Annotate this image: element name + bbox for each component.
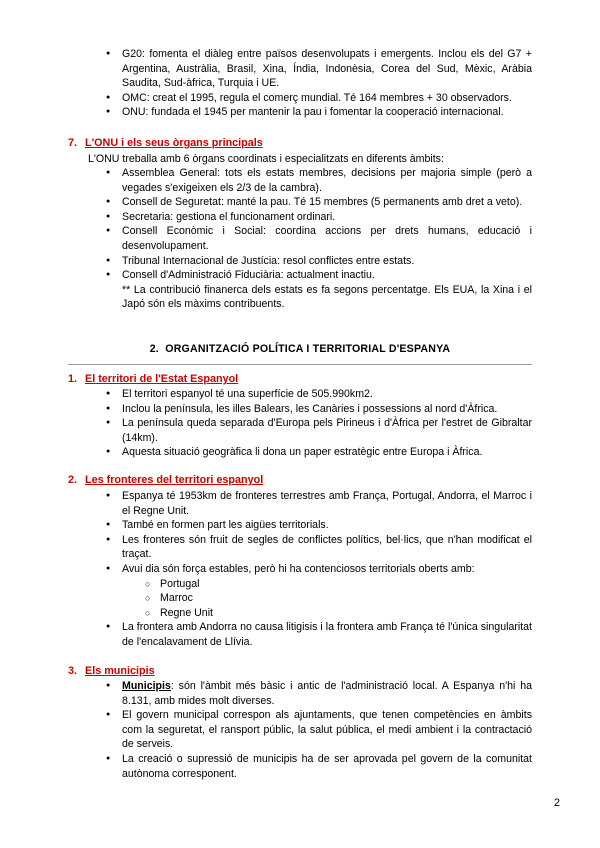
chapter-number: 2. <box>149 343 159 355</box>
list-item: ● Secretaria: gestiona el funcionament ordinari. <box>122 210 532 225</box>
section-heading-1 <box>68 373 238 385</box>
section-1-list <box>122 387 532 460</box>
divider <box>68 364 532 365</box>
sub-list-item: ○ Regne Unit <box>160 606 532 621</box>
list-item <box>122 679 532 708</box>
list-item: ● ONU: fundada el 1945 per mantenir la pau i fomentar la cooperació internacional. <box>122 105 532 120</box>
list-item: ● La creació o supressió de municipis ha de ser aprovada pel govern de la comunitat autònoma corresponent. <box>122 752 532 781</box>
section-2-list <box>122 489 532 650</box>
chapter-title: ORGANITZACIÓ POLÍTICA I TERRITORIAL D'ESPANYA <box>165 343 451 355</box>
term-bold: Municipis <box>122 680 171 692</box>
sub-list-wrapper <box>122 577 532 621</box>
chapter-heading <box>0 343 600 355</box>
section-heading-7 <box>68 137 263 149</box>
list-item: ● Avui dia són força estables, però hi ha contenciosos territorials oberts amb: <box>122 562 532 577</box>
section-number: 3. <box>68 665 78 677</box>
sub-list-item: ○ Marroc <box>160 591 532 606</box>
section-heading-2 <box>68 474 263 486</box>
page-number: 2 <box>553 797 560 809</box>
section-title: L'ONU i els seus òrgans principals <box>85 137 263 149</box>
section-title: Els municipis <box>85 665 155 677</box>
list-item: ● També en formen part les aigües territorials. <box>122 518 532 533</box>
list-item: ● Inclou la península, les illes Balears, les Canàries i possessions al nord d'Àfrica. <box>122 402 532 417</box>
section-number: 7. <box>68 137 78 149</box>
list-item: ● G20: fomenta el diàleg entre països desenvolupats i emergents. Inclou els del G7 + Argentina, Austràlia, Brasil, Xina, Índia, Indonèsia, Corea del Sud, Mèxic, Aràbia Saudita, Sud-àfrica, Turquia i UE. <box>122 47 532 91</box>
section-7-list <box>122 166 532 312</box>
list-item: ● El govern municipal correspon als ajuntaments, que tenen competències en àmbits com la seguretat, el ransport públic, la salut pública, el medi ambient i la contractació de serveis. <box>122 708 532 752</box>
list-item: ● Assemblea General: tots els estats membres, decisions per majoria simple (però a vegades s'exigeixen els 2/3 de la cambra). <box>122 166 532 195</box>
section-title: Les fronteres del territori espanyol <box>85 474 264 486</box>
list-item: ● El territori espanyol té una superfície de 505.990km2. <box>122 387 532 402</box>
list-item: ● Les fronteres són fruit de segles de conflictes polítics, bel·lics, que n'han modificat el traçat. <box>122 533 532 562</box>
section-heading-3 <box>68 665 155 677</box>
intro-list <box>122 47 532 120</box>
list-item: ● Consell de Seguretat: manté la pau. Té 15 membres (5 permanents amb dret a veto). <box>122 195 532 210</box>
section-7-intro: L'ONU treballa amb 6 òrgans coordinats i especialitzats en diferents àmbits: <box>88 153 444 165</box>
section-title: El territori de l'Estat Espanyol <box>85 373 239 385</box>
list-item: ● OMC: creat el 1995, regula el comerç mundial. Té 164 membres + 30 observadors. <box>122 91 532 106</box>
list-item: ● Consell d'Administració Fiduciària: actualment inactiu. <box>122 268 532 283</box>
list-item: ● Espanya té 1953km de fronteres terrestres amb França, Portugal, Andorra, el Marroc i el Regne Unit. <box>122 489 532 518</box>
list-item: ● La frontera amb Andorra no causa litigisis i la frontera amb França té l'única singularitat de l'encalavament de Llívia. <box>122 620 532 649</box>
list-item: ● Consell Econòmic i Social: coordina accions per drets humans, educació i desenvolupament. <box>122 224 532 253</box>
sub-list-item: ○ Portugal <box>160 577 532 592</box>
section-number: 1. <box>68 373 78 385</box>
list-item: ● Tribunal Internacional de Justícia: resol conflictes entre estats. <box>122 254 532 269</box>
list-item: ● La península queda separada d'Europa pels Pirineus i d'Àfrica per l'estret de Gibraltar (14km). <box>122 416 532 445</box>
section-number: 2. <box>68 474 78 486</box>
term-definition: : són l'àmbit més bàsic i antic de l'administració local. A Espanya n'hi ha 8.131, amb mides molt diverses. <box>122 680 532 707</box>
section-3-list <box>122 679 532 781</box>
list-item: ● Aquesta situació geogràfica li dona un paper estratègic entre Europa i Àfrica. <box>122 445 532 460</box>
sub-list <box>160 577 532 621</box>
note-text: ** La contribució finanerca dels estats es fa segons percentatge. Els EUA, la Xina i el Japó són els màxims contribuents. <box>122 283 532 311</box>
